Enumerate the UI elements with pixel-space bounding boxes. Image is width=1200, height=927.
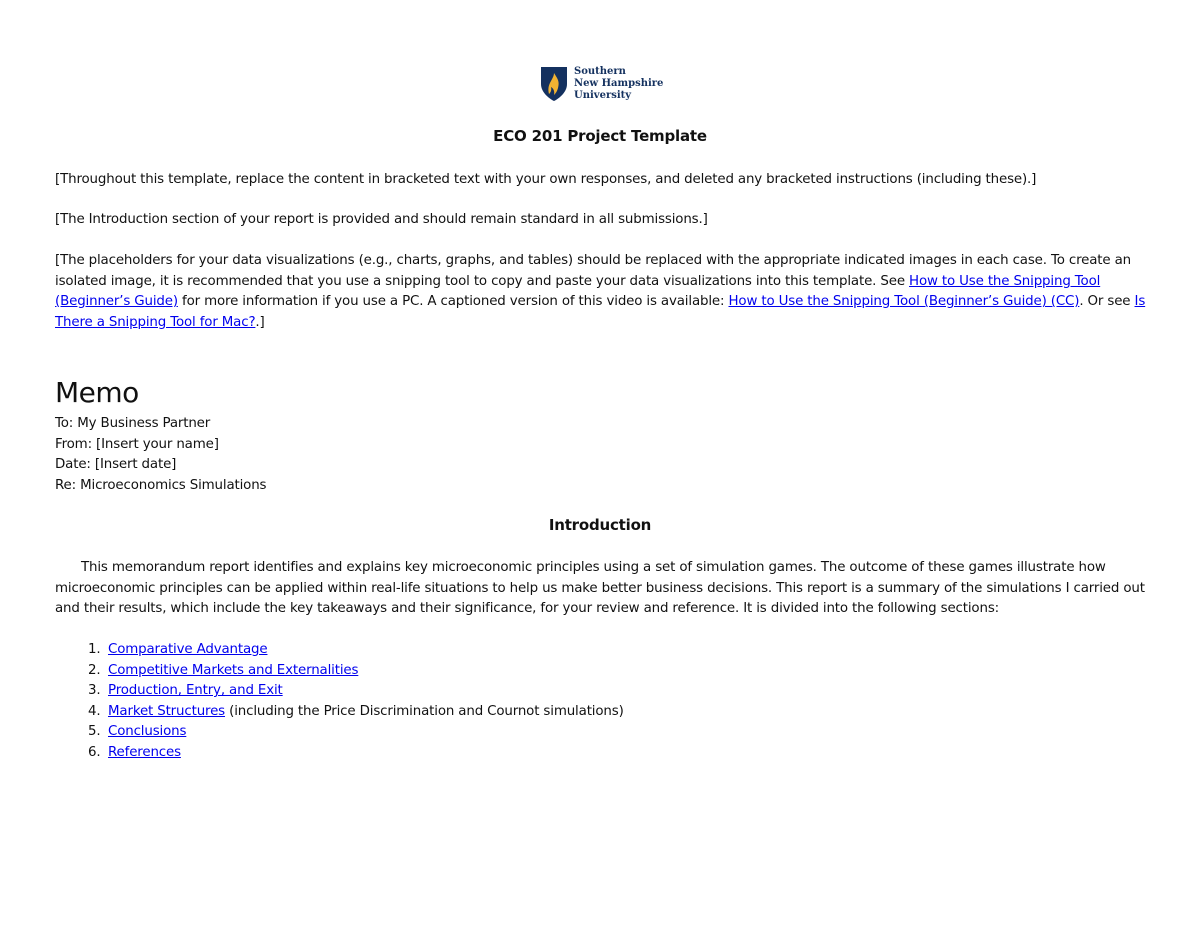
instruction-text: . Or see [1079,294,1135,309]
sections-list [55,640,624,764]
logo-line-3: University [574,90,632,101]
memo-to: To: My Business Partner [55,416,211,431]
list-item [55,702,624,723]
list-number: 2. [88,662,101,678]
document-title: ECO 201 Project Template [493,127,707,145]
list-number: 1. [88,642,101,657]
section-suffix: (including the Price Discrimination and Cournot simulations) [225,703,624,719]
instruction-text: for more information if you use a PC. A captioned version of this video is available: [177,294,729,309]
list-number: 5. [88,724,101,740]
snipping-tool-guide-link[interactable]: How to Use the Snipping Tool (Beginner’s Guide) [55,273,1101,309]
memo-header-block [55,414,266,496]
logo-wordmark [574,66,663,102]
list-item [55,640,624,661]
instruction-text: [The placeholders for your data visualizations (e.g., charts, graphs, and tables) should be replaced with the appropriate indicated images in each case. To create an isolated image, it is recommended that you use a snipping tool to copy and paste your data visualizations into this template. See [55,253,1131,289]
list-item [55,681,624,702]
snipping-tool-mac-link[interactable]: Is There a Snipping Tool for Mac? [55,294,1146,330]
introduction-body: This memorandum report identifies and explains key microeconomic principles using a set of simulation games. The outcome of these games illustrate how microeconomic principles can be applied within real-life situations to help us make better business decisions. This report is a summary of the simulations I carried out and their results, which include the key takeaways and their significance, for your review and reference. It is divided into the following sections: [55,560,1145,616]
memo-heading: Memo [55,376,139,409]
list-number: 4. [88,703,101,719]
memo-date: Date: [Insert date] [55,457,177,472]
section-link-conclusions[interactable]: Conclusions [108,724,187,740]
list-number: 3. [88,683,101,699]
section-link-references[interactable]: References [108,744,181,760]
shield-flame-icon [540,66,568,102]
list-item [55,661,624,682]
snipping-tool-guide-cc-link[interactable]: How to Use the Snipping Tool (Beginner’s Guide) (CC) [728,294,1080,309]
introduction-heading: Introduction [548,516,652,534]
section-link-comparative-advantage[interactable]: Comparative Advantage [108,642,268,657]
instruction-paragraph-3 [55,251,1150,333]
section-link-market-structures[interactable]: Market Structures [108,703,226,719]
list-item [55,722,624,743]
section-link-competitive-markets[interactable]: Competitive Markets and Externalities [108,662,359,678]
memo-re: Re: Microeconomics Simulations [55,477,267,493]
instruction-text: .] [255,314,265,330]
logo-line-2: New Hampshire [574,78,664,89]
university-logo [540,66,663,102]
logo-line-1: Southern [574,66,626,77]
list-item [55,743,624,764]
instruction-paragraph-2: [The Introduction section of your report is provided and should remain standard in all submissions.] [55,212,708,227]
memo-from: From: [Insert your name] [55,436,219,452]
list-number: 6. [88,744,101,760]
section-link-production-entry-exit[interactable]: Production, Entry, and Exit [108,683,283,699]
instruction-paragraph-1: [Throughout this template, replace the content in bracketed text with your own responses, and deleted any bracketed instructions (including these).] [55,172,1037,187]
